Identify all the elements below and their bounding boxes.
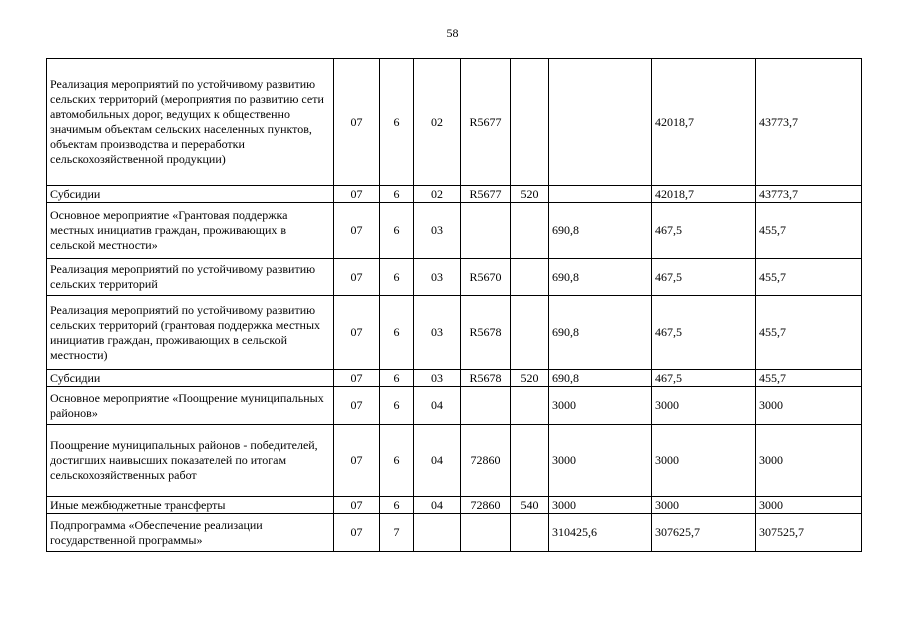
row-name: Основное мероприятие «Поощрение муниципальных районов»: [47, 387, 334, 425]
table-row: [47, 59, 862, 186]
cell-program: 03: [414, 370, 461, 387]
cell-target-code: R5678: [461, 370, 511, 387]
cell-value-2: 3000: [652, 387, 756, 425]
cell-program: 03: [414, 296, 461, 370]
table-row: [47, 259, 862, 296]
cell-expense-type: [511, 296, 549, 370]
cell-value-3: 3000: [756, 425, 862, 497]
cell-value-1: 3000: [549, 387, 652, 425]
cell-target-code: 72860: [461, 497, 511, 514]
cell-value-1: 310425,6: [549, 514, 652, 552]
cell-value-3: 43773,7: [756, 186, 862, 203]
row-name: Субсидии: [47, 186, 334, 203]
cell-value-1: [549, 59, 652, 186]
cell-expense-type: 520: [511, 370, 549, 387]
row-name: Реализация мероприятий по устойчивому развитию сельских территорий: [47, 259, 334, 296]
cell-section: 07: [334, 59, 380, 186]
table-row: [47, 425, 862, 497]
cell-value-2: 307625,7: [652, 514, 756, 552]
cell-program: 03: [414, 203, 461, 259]
cell-target-code: R5677: [461, 186, 511, 203]
cell-subsection: 6: [380, 370, 414, 387]
table-row: [47, 514, 862, 552]
row-name: Субсидии: [47, 370, 334, 387]
row-name: Основное мероприятие «Грантовая поддержка местных инициатив граждан, проживающих в сельской местности»: [47, 203, 334, 259]
cell-value-1: 690,8: [549, 259, 652, 296]
table-row: [47, 497, 862, 514]
cell-target-code: [461, 203, 511, 259]
page-number: 58: [446, 26, 459, 40]
cell-expense-type: [511, 259, 549, 296]
cell-target-code: [461, 387, 511, 425]
row-name: Реализация мероприятий по устойчивому развитию сельских территорий (мероприятия по развитию сети автомобильных дорог, ведущих к общественно значимым объектам сельских населенных пунктов, объектам производства и переработки сельскохозяйственной продукции): [47, 59, 334, 186]
cell-subsection: 6: [380, 259, 414, 296]
cell-expense-type: [511, 514, 549, 552]
cell-section: 07: [334, 387, 380, 425]
cell-value-2: 3000: [652, 425, 756, 497]
cell-value-2: 42018,7: [652, 59, 756, 186]
cell-value-1: 690,8: [549, 296, 652, 370]
cell-value-3: 43773,7: [756, 59, 862, 186]
cell-target-code: R5670: [461, 259, 511, 296]
cell-program: 04: [414, 425, 461, 497]
cell-program: 03: [414, 259, 461, 296]
cell-expense-type: 520: [511, 186, 549, 203]
cell-target-code: [461, 514, 511, 552]
cell-expense-type: [511, 59, 549, 186]
cell-subsection: 7: [380, 514, 414, 552]
cell-section: 07: [334, 203, 380, 259]
cell-subsection: 6: [380, 186, 414, 203]
cell-value-3: 3000: [756, 387, 862, 425]
cell-section: 07: [334, 296, 380, 370]
cell-section: 07: [334, 425, 380, 497]
row-name: Подпрограмма «Обеспечение реализации государственной программы»: [47, 514, 334, 552]
table-row: [47, 387, 862, 425]
cell-target-code: R5678: [461, 296, 511, 370]
row-name: Реализация мероприятий по устойчивому развитию сельских территорий (грантовая поддержка местных инициатив граждан, проживающих в сельской местности): [47, 296, 334, 370]
cell-section: 07: [334, 259, 380, 296]
cell-value-2: 467,5: [652, 296, 756, 370]
budget-table: [46, 58, 862, 552]
cell-value-3: 455,7: [756, 296, 862, 370]
cell-value-2: 42018,7: [652, 186, 756, 203]
cell-target-code: R5677: [461, 59, 511, 186]
cell-value-1: 3000: [549, 497, 652, 514]
cell-value-1: 690,8: [549, 203, 652, 259]
table-row: [47, 296, 862, 370]
cell-value-3: 455,7: [756, 203, 862, 259]
cell-value-3: 455,7: [756, 370, 862, 387]
cell-value-1: 690,8: [549, 370, 652, 387]
cell-expense-type: 540: [511, 497, 549, 514]
cell-section: 07: [334, 370, 380, 387]
cell-value-3: 3000: [756, 497, 862, 514]
cell-program: [414, 514, 461, 552]
table-row: [47, 203, 862, 259]
cell-expense-type: [511, 425, 549, 497]
cell-expense-type: [511, 203, 549, 259]
cell-subsection: 6: [380, 387, 414, 425]
cell-subsection: 6: [380, 203, 414, 259]
table-row: [47, 186, 862, 203]
cell-subsection: 6: [380, 497, 414, 514]
cell-subsection: 6: [380, 59, 414, 186]
cell-section: 07: [334, 514, 380, 552]
cell-program: 02: [414, 59, 461, 186]
cell-program: 02: [414, 186, 461, 203]
row-name: Иные межбюджетные трансферты: [47, 497, 334, 514]
cell-value-2: 3000: [652, 497, 756, 514]
cell-value-2: 467,5: [652, 259, 756, 296]
cell-value-3: 455,7: [756, 259, 862, 296]
cell-expense-type: [511, 387, 549, 425]
cell-section: 07: [334, 186, 380, 203]
row-name: Поощрение муниципальных районов - победителей, достигших наивысших показателей по итогам сельскохозяйственных работ: [47, 425, 334, 497]
cell-value-2: 467,5: [652, 370, 756, 387]
cell-value-1: [549, 186, 652, 203]
table-row: [47, 370, 862, 387]
cell-program: 04: [414, 497, 461, 514]
cell-subsection: 6: [380, 296, 414, 370]
cell-target-code: 72860: [461, 425, 511, 497]
cell-value-2: 467,5: [652, 203, 756, 259]
cell-section: 07: [334, 497, 380, 514]
cell-value-1: 3000: [549, 425, 652, 497]
cell-value-3: 307525,7: [756, 514, 862, 552]
cell-subsection: 6: [380, 425, 414, 497]
cell-program: 04: [414, 387, 461, 425]
